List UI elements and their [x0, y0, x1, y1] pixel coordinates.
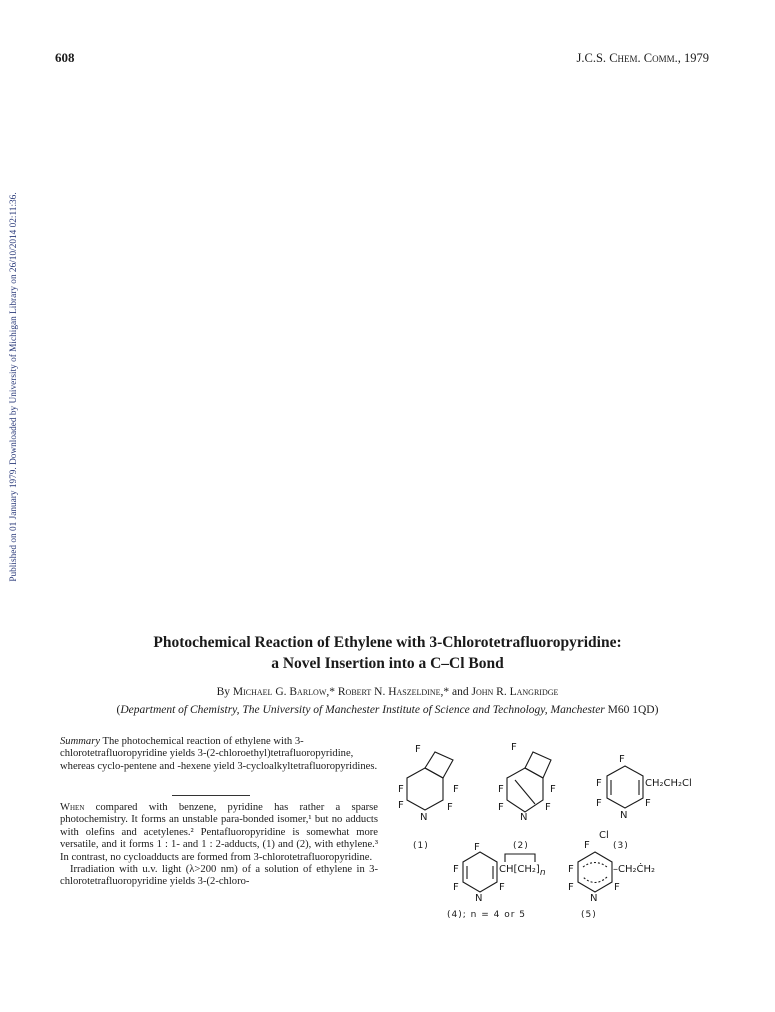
structure-3: [596, 754, 692, 851]
fluorine-label: F: [511, 742, 517, 753]
title-line-1: Photochemical Reaction of Ethylene with 3-Chlorotetrafluoropyridine:: [153, 634, 622, 651]
affiliation-postcode: M60 1QD): [604, 704, 659, 716]
structure-label-5: (5): [581, 910, 597, 920]
fluorine-label: F: [550, 784, 556, 795]
page-number: 608: [55, 50, 75, 65]
nitrogen-label: N: [475, 893, 483, 904]
download-watermark[interactable]: Published on 01 January 1979. Downloaded by University of Michigan Library on 26/10/2014 02:11:36.: [9, 192, 19, 582]
nitrogen-label: N: [520, 812, 528, 823]
chlorine-label: Cl: [599, 830, 609, 841]
structure-1: [398, 744, 459, 851]
fluorine-label: F: [645, 798, 651, 809]
nitrogen-label: N: [420, 812, 428, 823]
fluorine-label: F: [498, 802, 504, 813]
cycloalkyl-chain: [499, 864, 546, 878]
body-text: [60, 802, 378, 889]
summary-block: [60, 736, 378, 773]
fluorine-label: F: [619, 754, 625, 765]
structure-4: [447, 842, 546, 920]
corresponding-mark: *: [329, 686, 338, 698]
journal-prefix: J.C.S.: [576, 51, 610, 65]
fluorine-label: F: [596, 778, 602, 789]
fluorine-label: F: [568, 882, 574, 893]
author-list: [0, 686, 775, 698]
fluorine-label: F: [584, 840, 590, 851]
ethyl-radical-chain: –CH₂ĊH₂: [613, 864, 656, 875]
and-label: and: [452, 686, 472, 698]
affiliation: [0, 704, 775, 716]
journal-header: [577, 51, 709, 66]
title-line-2: a Novel Insertion into a C–Cl Bond: [271, 655, 504, 672]
cycloalkyl-group: CH[CH₂]: [499, 864, 540, 875]
structure-2: [498, 742, 556, 851]
structure-label-4: (4); n = 4 or 5: [447, 910, 526, 920]
fluorine-label: F: [545, 802, 551, 813]
nitrogen-label: N: [620, 810, 628, 821]
journal-name: Chem. Comm.: [609, 51, 678, 65]
corresponding-mark: *: [443, 686, 453, 698]
affiliation-department: Department of Chemistry, The University of Manchester Institute of Science and Technology, Manchester: [120, 704, 605, 716]
chloroethyl-chain: CH₂CH₂Cl: [645, 778, 692, 789]
structure-5: [568, 830, 655, 920]
fluorine-label: F: [498, 784, 504, 795]
fluorine-label: F: [453, 864, 459, 875]
fluorine-label: F: [415, 744, 421, 755]
chemical-structures: [395, 740, 715, 920]
paragraph-lead-word: When: [60, 802, 85, 813]
author-barlow: Michael G. Barlow,: [232, 686, 330, 698]
structure-label-2: (2): [513, 841, 529, 851]
fluorine-label: F: [474, 842, 480, 853]
fluorine-label: F: [398, 800, 404, 811]
structure-label-3: (3): [613, 841, 629, 851]
summary-label: Summary: [60, 736, 101, 747]
article-title: [0, 632, 775, 674]
journal-year: , 1979: [677, 51, 709, 65]
summary-text: The photochemical reaction of ethylene with 3-chlorotetrafluoropyridine yields 3-(2-chloroethyl)tetrafluoropyridine, whereas cyclo-pentene and -hexene yield 3-cycloalkyltetrafluoropyridines.: [60, 736, 378, 772]
paragraph-2: Irradiation with u.v. light (λ>200 nm) of a solution of ethylene in 3-chlorotetrafluoropyridine yields 3-(2-chloro-: [60, 864, 378, 888]
section-divider: [172, 795, 250, 796]
author-langridge: John R. Langridge: [471, 686, 559, 698]
fluorine-label: F: [614, 882, 620, 893]
paragraph-1: compared with benzene, pyridine has rather a sparse photochemistry. It forms an unstable para-bonded isomer,¹ but no adducts with olefins and acetylenes.² Pentafluoropyridine is somewhat more versatile, and it forms 1 : 1- and 1 : 2-adducts, (1) and (2), with ethylene.³ In contrast, no cycloadducts are formed from 3-chlorotetrafluoropyridine.: [60, 802, 378, 863]
fluorine-label: F: [453, 882, 459, 893]
fluorine-label: F: [596, 798, 602, 809]
author-haszeldine: Robert N. Haszeldine,: [337, 686, 444, 698]
fluorine-label: F: [453, 784, 459, 795]
fluorine-label: F: [447, 802, 453, 813]
affiliation-open: (: [116, 704, 121, 716]
ring-size-n: n: [539, 868, 546, 878]
by-label: By: [216, 686, 233, 698]
fluorine-label: F: [568, 864, 574, 875]
nitrogen-label: N: [590, 893, 598, 904]
fluorine-label: F: [398, 784, 404, 795]
structure-label-1: (1): [413, 841, 429, 851]
fluorine-label: F: [499, 882, 505, 893]
